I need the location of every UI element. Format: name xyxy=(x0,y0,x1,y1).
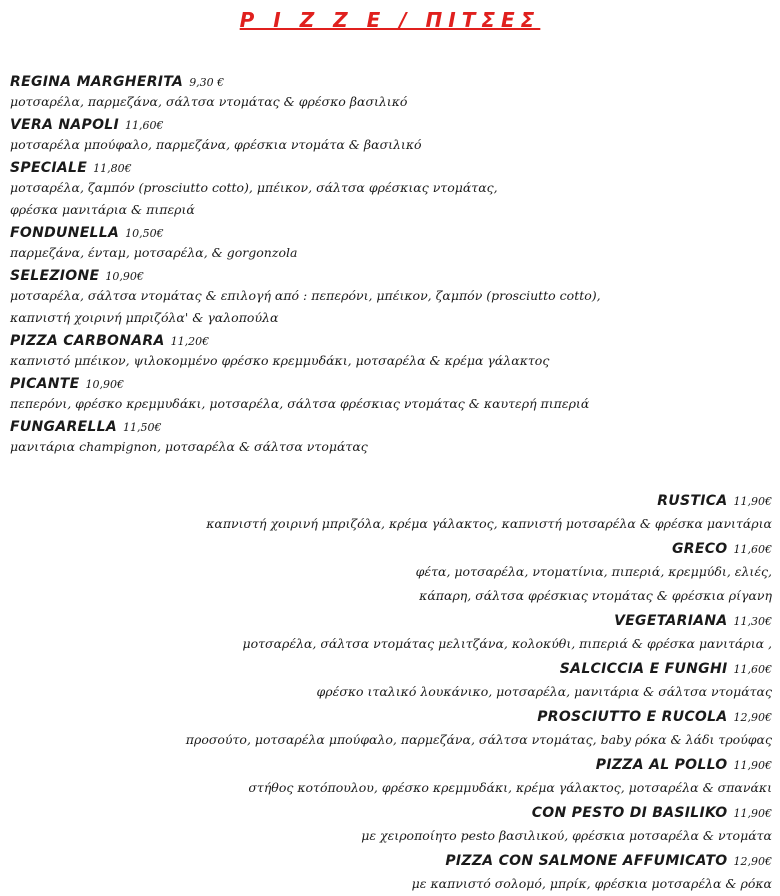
item-name: FONDUNELLA xyxy=(10,225,120,241)
menu-item xyxy=(10,329,775,372)
menu-item xyxy=(12,752,772,800)
item-price: 12,90€ xyxy=(733,855,772,868)
menu-item xyxy=(10,415,775,458)
item-description: μοτσαρέλα, ζαμπόν (prosciutto cotto), μπέικον, σάλτσα φρέσκιας ντομάτας, xyxy=(10,180,498,195)
item-price: 11,60€ xyxy=(733,543,772,556)
item-price: 11,80€ xyxy=(93,162,132,175)
item-description: καπνιστή χοιρινή μπριζόλα' & γαλοπούλα xyxy=(10,310,279,325)
item-price: 11,30€ xyxy=(733,615,772,628)
item-name: PIZZA CARBONARA xyxy=(10,333,165,349)
menu-item xyxy=(12,536,772,608)
menu-item xyxy=(10,70,775,113)
item-price: 11,60€ xyxy=(733,663,772,676)
right-menu-column xyxy=(12,488,772,896)
item-name: SPECIALE xyxy=(10,160,88,176)
item-price: 12,90€ xyxy=(733,711,772,724)
item-name: PIZZA CON SALMONE AFFUMICATO xyxy=(445,853,728,869)
item-description: προσούτο, μοτσαρέλα μπούφαλο, παρμεζάνα, σάλτσα ντομάτας, baby ρόκα & λάδι τρούφας xyxy=(185,732,772,747)
menu-item xyxy=(12,800,772,848)
menu-item xyxy=(10,264,775,329)
left-menu-column xyxy=(10,70,775,458)
item-name: REGINA MARGHERITA xyxy=(10,74,184,90)
item-name: PIZZA AL POLLO xyxy=(595,757,728,773)
menu-item xyxy=(10,221,775,264)
item-name: VERA NAPOLI xyxy=(10,117,120,133)
item-description: μανιτάρια champignon, μοτσαρέλα & σάλτσα ντομάτας xyxy=(10,439,368,454)
item-description: φρέσκα μανιτάρια & πιπεριά xyxy=(10,202,195,217)
item-name: VEGETARIANA xyxy=(614,613,728,629)
menu-item xyxy=(12,488,772,536)
item-price: 10,90€ xyxy=(85,378,125,391)
item-price: 11,90€ xyxy=(733,759,772,772)
menu-item xyxy=(12,608,772,656)
item-description: καπνιστή χοιρινή μπριζόλα, κρέμα γάλακτος, καπνιστή μοτσαρέλα & φρέσκα μανιτάρια xyxy=(206,516,772,531)
item-price: 11,50€ xyxy=(123,421,162,434)
item-description: μοτσαρέλα, σάλτσα ντομάτας μελιτζάνα, κολοκύθι, πιπεριά & φρέσκα μανιτάρια , xyxy=(242,636,772,651)
item-description: μοτσαρέλα μπούφαλο, παρμεζάνα, φρέσκια ντομάτα & βασιλικό xyxy=(10,137,422,152)
item-name: FUNGARELLA xyxy=(10,419,117,435)
menu-item xyxy=(12,704,772,752)
item-name: GRECO xyxy=(671,541,728,557)
menu-item xyxy=(10,113,775,156)
item-price: 11,60€ xyxy=(125,119,164,132)
item-description: κάπαρη, σάλτσα φρέσκιας ντομάτας & φρέσκια ρίγανη xyxy=(419,588,772,603)
item-description: φρέσκο ιταλικό λουκάνικο, μοτσαρέλα, μανιτάρια & σάλτσα ντομάτας xyxy=(316,684,772,699)
item-description: μοτσαρέλα, παρμεζάνα, σάλτσα ντομάτας & φρέσκο βασιλικό xyxy=(10,94,408,109)
menu-item xyxy=(12,656,772,704)
item-name: PROSCIUTTO E RUCOLA xyxy=(537,709,728,725)
item-description: πεπερόνι, φρέσκο κρεμμυδάκι, μοτσαρέλα, σάλτσα φρέσκιας ντομάτας & καυτερή πιπεριά xyxy=(10,396,590,411)
item-price: 10,90€ xyxy=(105,270,144,283)
item-name: SALCICCIA E FUNGHI xyxy=(559,661,728,677)
item-description: καπνιστό μπέικον, ψιλοκομμένο φρέσκο κρεμμυδάκι, μοτσαρέλα & κρέμα γάλακτος xyxy=(10,353,550,368)
item-name: SELEZIONE xyxy=(10,268,100,284)
item-description: με χειροποίητο pesto βασιλικού, φρέσκια μοτσαρέλα & ντομάτα xyxy=(361,828,772,843)
item-name: CON PESTO DI BASILIKO xyxy=(531,805,728,821)
item-price: 10,50€ xyxy=(125,227,164,240)
item-name: RUSTICA xyxy=(657,493,728,509)
page-title: P I Z Z E / ΠΙΤΣΕΣ xyxy=(239,8,541,32)
item-description: παρμεζάνα, ένταμ, μοτσαρέλα, & gorgonzola xyxy=(10,245,298,260)
item-name: PICANTE xyxy=(10,376,80,392)
menu-item xyxy=(10,372,775,415)
item-price: 9,30 € xyxy=(189,76,225,89)
item-price: 11,90€ xyxy=(733,495,772,508)
menu-item xyxy=(12,848,772,896)
item-price: 11,20€ xyxy=(170,335,210,348)
item-description: μοτσαρέλα, σάλτσα ντομάτας & επιλογή από : πεπερόνι, μπέικον, ζαμπόν (prosciutto cotto), xyxy=(10,288,601,303)
menu-item xyxy=(10,156,775,221)
item-description: φέτα, μοτσαρέλα, ντοματίνια, πιπεριά, κρεμμύδι, ελιές, xyxy=(415,564,772,579)
item-price: 11,90€ xyxy=(733,807,772,820)
item-description: στήθος κοτόπουλου, φρέσκο κρεμμυδάκι, κρέμα γάλακτος, μοτσαρέλα & σπανάκι xyxy=(248,780,772,795)
item-description: με καπνιστό σολομό, μπρίκ, φρέσκια μοτσαρέλα & ρόκα xyxy=(411,876,772,891)
